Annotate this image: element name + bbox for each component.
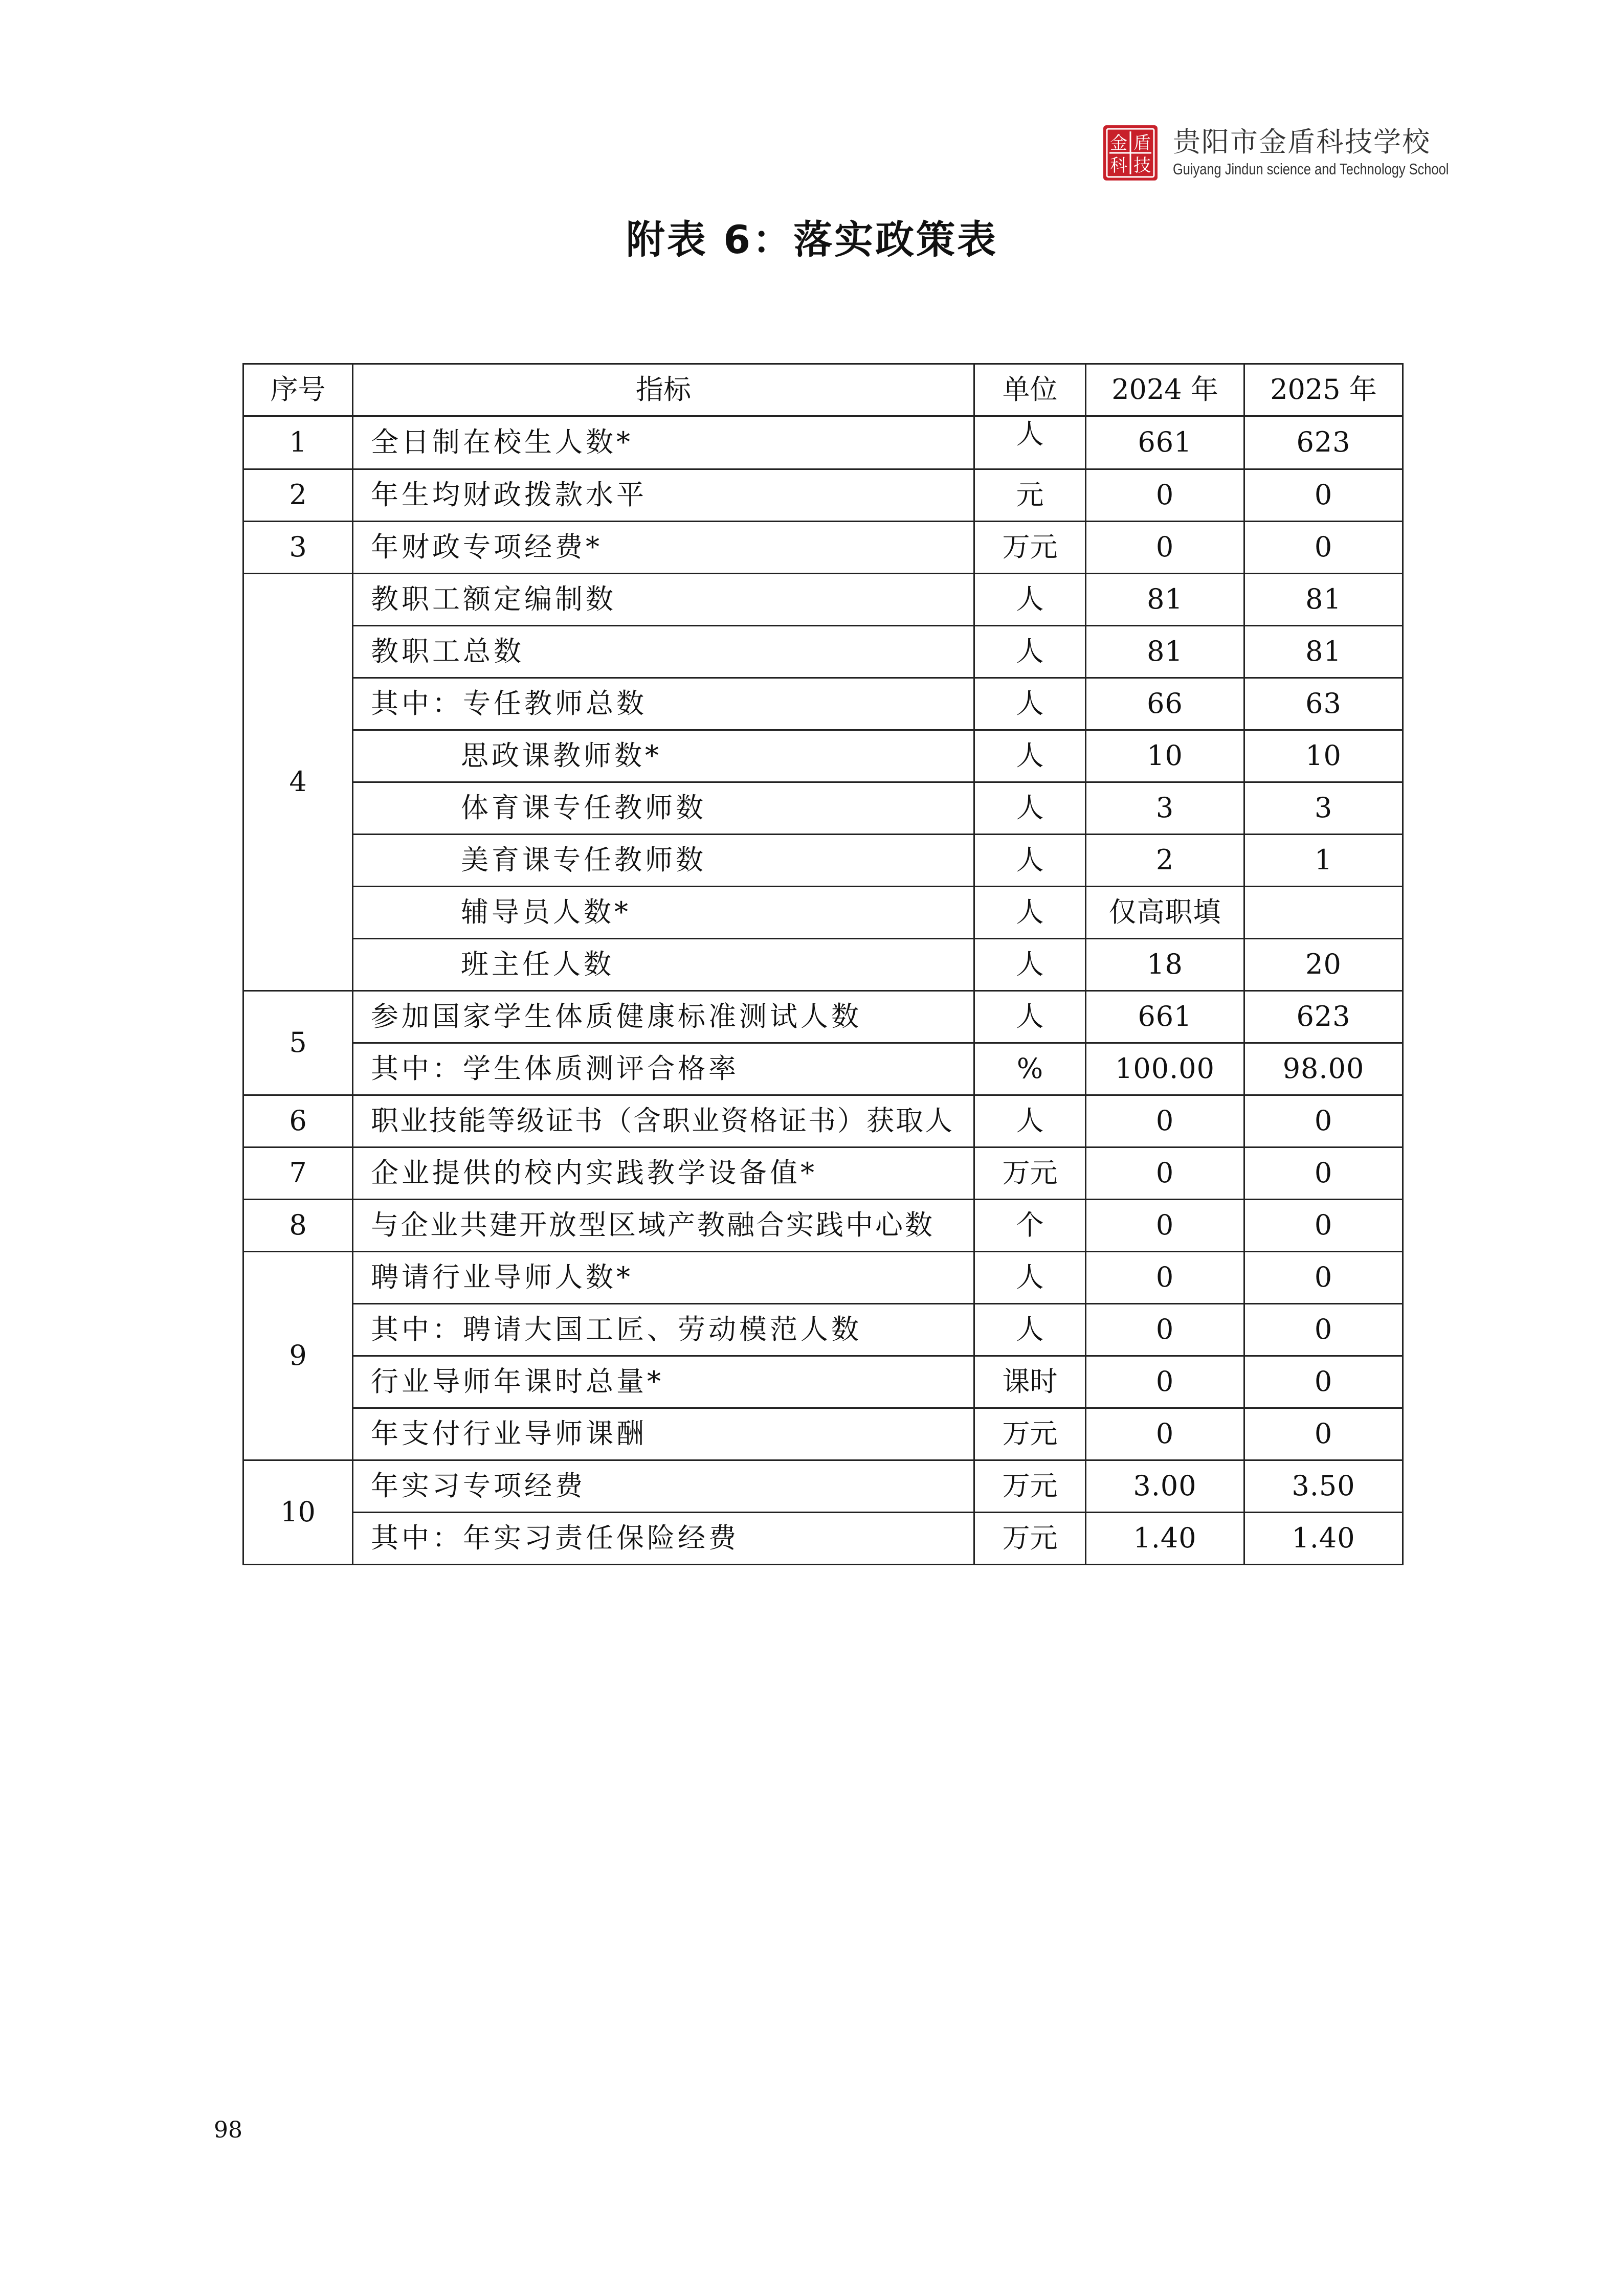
row-value-2025: 623 [1244, 416, 1403, 469]
row-indicator: 思政课教师数* [353, 730, 974, 782]
row-indicator: 聘请行业导师人数* [353, 1252, 974, 1304]
row-no: 2 [243, 469, 353, 522]
row-value-2024: 18 [1086, 939, 1244, 991]
row-indicator: 年财政专项经费* [353, 522, 974, 574]
row-value-2024: 0 [1086, 1356, 1244, 1408]
table-row [243, 469, 1403, 522]
row-value-2025: 1.40 [1244, 1513, 1403, 1565]
svg-text:技: 技 [1133, 155, 1151, 176]
row-unit: 万元 [974, 1408, 1086, 1460]
svg-text:盾: 盾 [1133, 133, 1151, 153]
table-row [243, 1460, 1403, 1513]
row-value-2025: 0 [1244, 522, 1403, 574]
row-no: 4 [243, 574, 353, 991]
row-value-2024: 0 [1086, 1095, 1244, 1147]
table-row [243, 416, 1403, 469]
page-number: 98 [214, 2117, 242, 2143]
row-indicator: 年生均财政拨款水平 [353, 469, 974, 522]
row-no: 5 [243, 991, 353, 1095]
row-unit: 人 [974, 1304, 1086, 1356]
row-value-2025: 10 [1244, 730, 1403, 782]
row-indicator: 其中：年实习责任保险经费 [353, 1513, 974, 1565]
row-value-2024: 0 [1086, 1304, 1244, 1356]
row-value-2025: 81 [1244, 574, 1403, 626]
row-unit: 人 [974, 730, 1086, 782]
row-value-2024: 100.00 [1086, 1043, 1244, 1095]
row-value-2024: 1.40 [1086, 1513, 1244, 1565]
row-indicator: 年实习专项经费 [353, 1460, 974, 1513]
row-indicator: 其中：聘请大国工匠、劳动模范人数 [353, 1304, 974, 1356]
table-row [243, 1252, 1403, 1304]
row-indicator: 年支付行业导师课酬 [353, 1408, 974, 1460]
row-indicator: 企业提供的校内实践教学设备值* [353, 1147, 974, 1200]
header-2025: 2025 年 [1244, 364, 1403, 416]
row-value-2025 [1244, 887, 1403, 939]
row-value-2024: 81 [1086, 626, 1244, 678]
row-value-2025: 0 [1244, 1408, 1403, 1460]
row-unit: 人 [974, 1095, 1086, 1147]
row-value-2025: 81 [1244, 626, 1403, 678]
row-unit: 万元 [974, 1147, 1086, 1200]
row-indicator: 美育课专任教师数 [353, 835, 974, 887]
row-value-2025: 0 [1244, 1200, 1403, 1252]
row-value-2025: 98.00 [1244, 1043, 1403, 1095]
page-title: 附表 6：落实政策表 [626, 217, 998, 262]
row-indicator: 职业技能等级证书（含职业资格证书）获取人 [353, 1095, 974, 1147]
row-value-2024: 661 [1086, 416, 1244, 469]
row-value-2025: 623 [1244, 991, 1403, 1043]
table-row [243, 991, 1403, 1043]
row-indicator: 其中：学生体质测评合格率 [353, 1043, 974, 1095]
row-value-2024: 3 [1086, 782, 1244, 835]
row-value-2025: 0 [1244, 1147, 1403, 1200]
row-value-2024: 仅高职填 [1086, 887, 1244, 939]
row-unit: 人 [974, 626, 1086, 678]
row-value-2024: 0 [1086, 1200, 1244, 1252]
header-unit: 单位 [974, 364, 1086, 416]
row-value-2025: 0 [1244, 1095, 1403, 1147]
row-value-2024: 0 [1086, 1252, 1244, 1304]
row-value-2024: 0 [1086, 469, 1244, 522]
row-value-2025: 20 [1244, 939, 1403, 991]
row-unit: 人 [974, 835, 1086, 887]
svg-text:金: 金 [1110, 133, 1127, 153]
row-value-2025: 0 [1244, 469, 1403, 522]
table-row [243, 1043, 1403, 1095]
header-2024: 2024 年 [1086, 364, 1244, 416]
school-logo-icon [1102, 124, 1159, 182]
row-unit: 万元 [974, 1460, 1086, 1513]
row-value-2024: 0 [1086, 1147, 1244, 1200]
row-value-2025: 3.50 [1244, 1460, 1403, 1513]
row-unit: 万元 [974, 522, 1086, 574]
row-value-2024: 81 [1086, 574, 1244, 626]
table-row [243, 730, 1403, 782]
row-unit: 万元 [974, 1513, 1086, 1565]
header-indicator: 指标 [353, 364, 974, 416]
row-indicator: 其中：专任教师总数 [353, 678, 974, 730]
row-indicator: 班主任人数 [353, 939, 974, 991]
row-unit: 人 [974, 991, 1086, 1043]
row-unit: 人 [974, 574, 1086, 626]
row-indicator: 参加国家学生体质健康标准测试人数 [353, 991, 974, 1043]
table-header-row [243, 364, 1403, 416]
table-row [243, 1147, 1403, 1200]
row-indicator: 教职工总数 [353, 626, 974, 678]
row-no: 7 [243, 1147, 353, 1200]
row-value-2024: 2 [1086, 835, 1244, 887]
row-value-2025: 63 [1244, 678, 1403, 730]
table-row [243, 678, 1403, 730]
table-row [243, 1095, 1403, 1147]
row-unit: 人 [974, 1252, 1086, 1304]
school-name-cn: 贵阳市金盾科技学校 [1173, 126, 1431, 158]
page-header [1102, 115, 1522, 192]
row-value-2024: 0 [1086, 1408, 1244, 1460]
row-indicator: 体育课专任教师数 [353, 782, 974, 835]
row-no: 10 [243, 1460, 353, 1565]
row-indicator: 与企业共建开放型区域产教融合实践中心数 [353, 1200, 974, 1252]
svg-text:科: 科 [1110, 155, 1127, 176]
row-unit: 元 [974, 469, 1086, 522]
row-unit: % [974, 1043, 1086, 1095]
row-indicator: 教职工额定编制数 [353, 574, 974, 626]
row-no: 9 [243, 1252, 353, 1460]
table-row [243, 522, 1403, 574]
header-no: 序号 [243, 364, 353, 416]
row-no: 3 [243, 522, 353, 574]
row-value-2025: 3 [1244, 782, 1403, 835]
row-indicator: 全日制在校生人数* [353, 416, 974, 469]
row-no: 8 [243, 1200, 353, 1252]
row-indicator: 辅导员人数* [353, 887, 974, 939]
table-row [243, 574, 1403, 626]
table-row [243, 1408, 1403, 1460]
row-indicator: 行业导师年课时总量* [353, 1356, 974, 1408]
table-row [243, 887, 1403, 939]
row-unit: 人 [974, 678, 1086, 730]
row-value-2025: 1 [1244, 835, 1403, 887]
table-row [243, 939, 1403, 991]
table-row [243, 782, 1403, 835]
row-unit: 人 [974, 887, 1086, 939]
row-no: 1 [243, 416, 353, 469]
row-value-2024: 66 [1086, 678, 1244, 730]
row-no: 6 [243, 1095, 353, 1147]
row-value-2024: 3.00 [1086, 1460, 1244, 1513]
row-unit: 人 [974, 782, 1086, 835]
row-value-2025: 0 [1244, 1252, 1403, 1304]
table-row [243, 835, 1403, 887]
school-name-en: Guiyang Jindun science and Technology School [1173, 160, 1449, 178]
table-row [243, 626, 1403, 678]
table-row [243, 1304, 1403, 1356]
row-value-2025: 0 [1244, 1304, 1403, 1356]
row-unit: 个 [974, 1200, 1086, 1252]
row-unit: 人 [974, 939, 1086, 991]
table-row [243, 1513, 1403, 1565]
row-value-2024: 0 [1086, 522, 1244, 574]
table-row [243, 1356, 1403, 1408]
row-value-2025: 0 [1244, 1356, 1403, 1408]
row-value-2024: 661 [1086, 991, 1244, 1043]
table-row [243, 1200, 1403, 1252]
row-unit: 人 [974, 416, 1086, 469]
policy-table [242, 363, 1404, 1565]
row-unit: 课时 [974, 1356, 1086, 1408]
row-value-2024: 10 [1086, 730, 1244, 782]
